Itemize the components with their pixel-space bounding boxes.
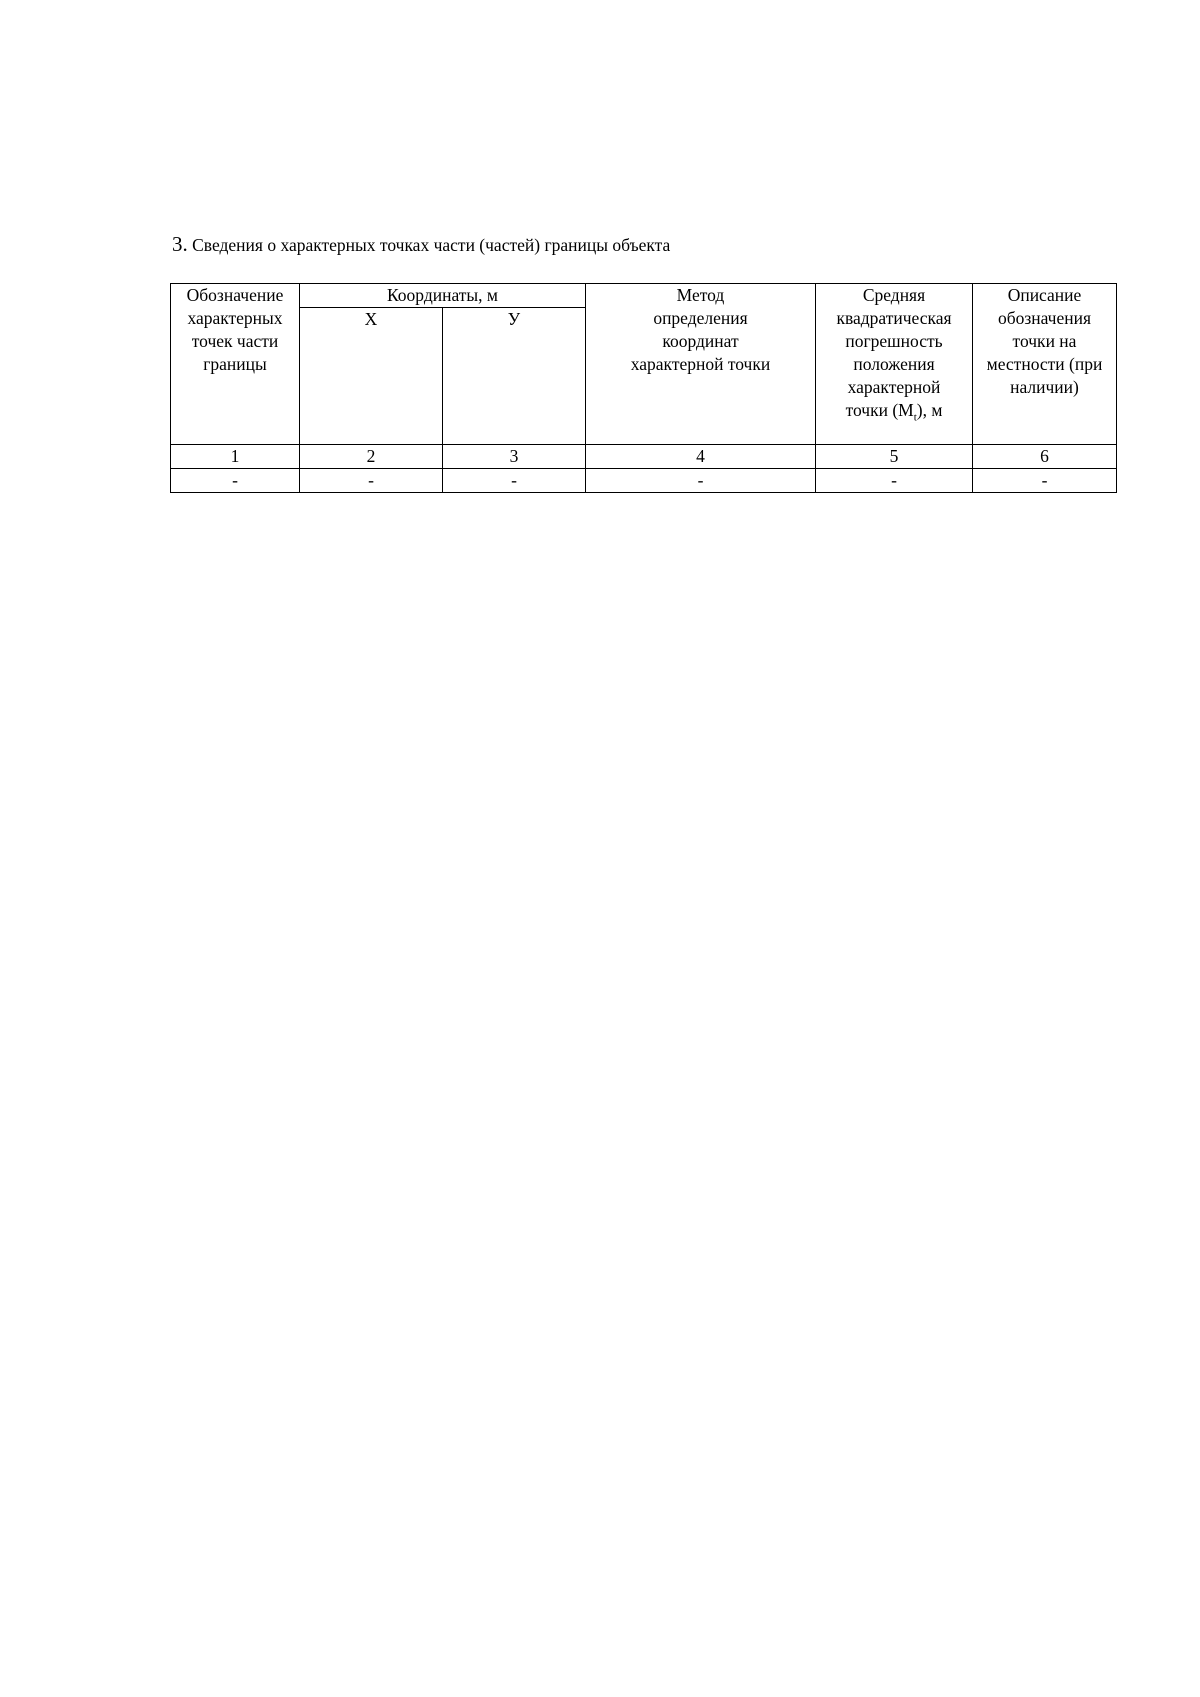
table-cell: - xyxy=(300,469,443,493)
header-mean-error-unit: ), м xyxy=(916,400,943,420)
table-cell: - xyxy=(973,469,1117,493)
column-number: 3 xyxy=(443,445,586,469)
header-method: Метод определения координат характерной точки xyxy=(586,284,816,445)
column-number: 4 xyxy=(586,445,816,469)
section-heading xyxy=(172,232,670,257)
header-mean-error-subscript: t xyxy=(913,411,917,424)
header-mean-error xyxy=(816,284,973,445)
header-row xyxy=(171,284,1117,308)
header-mean-error-text: Средняя квадратическая погрешность положения характерной точки (M xyxy=(836,285,952,420)
table-cell: - xyxy=(443,469,586,493)
section-title: Сведения о характерных точках части (частей) границы объекта xyxy=(192,235,671,255)
column-number-row xyxy=(171,445,1117,469)
header-point-designation: Обозначение характерных точек части границы xyxy=(171,284,300,445)
table-cell: - xyxy=(586,469,816,493)
header-y: У xyxy=(443,308,586,445)
column-number: 1 xyxy=(171,445,300,469)
header-coordinates: Координаты, м xyxy=(300,284,586,308)
header-description: Описание обозначения точки на местности (при наличии) xyxy=(973,284,1117,445)
table-cell: - xyxy=(816,469,973,493)
column-number: 6 xyxy=(973,445,1117,469)
section-number: 3. xyxy=(172,232,188,256)
column-number: 5 xyxy=(816,445,973,469)
header-x: X xyxy=(300,308,443,445)
column-number: 2 xyxy=(300,445,443,469)
table-row xyxy=(171,469,1117,493)
boundary-points-table xyxy=(170,283,1117,493)
table-cell: - xyxy=(171,469,300,493)
